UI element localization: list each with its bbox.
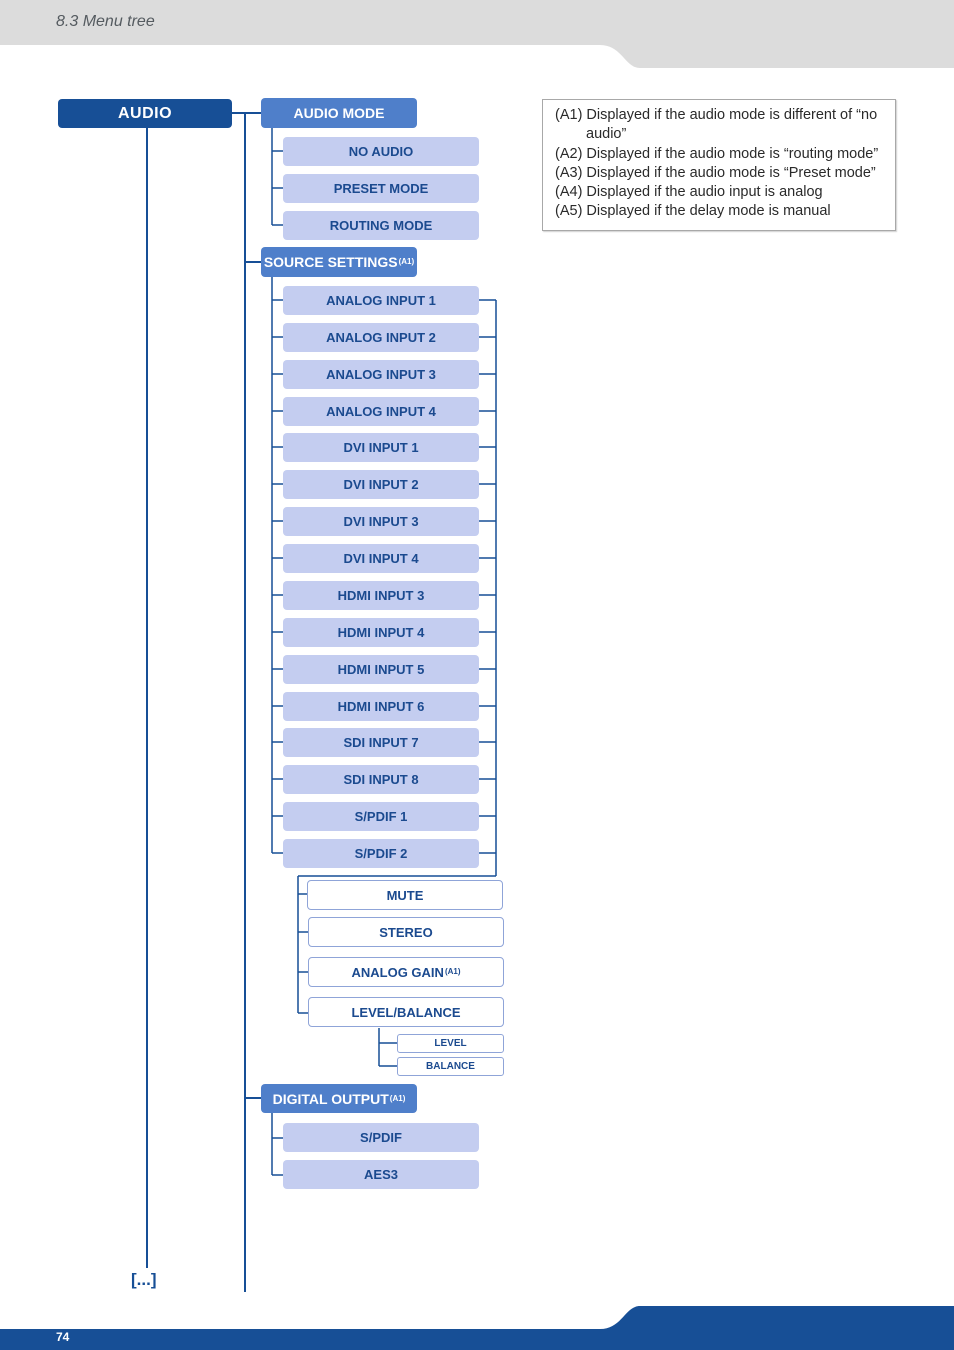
no-audio-item (283, 137, 479, 166)
input-label: HDMI INPUT 6 (337, 699, 425, 714)
input-label: DVI INPUT 4 (343, 551, 419, 566)
input-item (283, 802, 479, 831)
stereo-item (308, 917, 504, 947)
input-item (283, 507, 479, 536)
input-item (283, 286, 479, 315)
notes-legend (542, 99, 896, 231)
routing-mode-item (283, 211, 479, 240)
source-settings-label: SOURCE SETTINGS (263, 254, 398, 270)
input-item (283, 360, 479, 389)
input-label: ANALOG INPUT 1 (326, 293, 436, 308)
input-label: S/PDIF 1 (354, 809, 408, 824)
input-label: ANALOG INPUT 2 (326, 330, 436, 345)
audio-menu-root (58, 99, 232, 128)
audio-mode-label: AUDIO MODE (293, 105, 385, 121)
input-label: SDI INPUT 7 (343, 735, 419, 750)
input-item (283, 618, 479, 647)
spdif-output-label: S/PDIF (360, 1130, 402, 1145)
input-item (283, 470, 479, 499)
spdif-output-item (283, 1123, 479, 1152)
input-label: ANALOG INPUT 3 (326, 367, 436, 382)
note-line: (A3) Displayed if the audio mode is “Preset mode” (555, 164, 876, 181)
mute-item (307, 880, 503, 910)
audio-menu-root-label: AUDIO (117, 104, 173, 122)
level-label: LEVEL (434, 1038, 467, 1049)
input-label: HDMI INPUT 3 (337, 588, 425, 603)
aes3-output-item (283, 1160, 479, 1189)
input-item (283, 323, 479, 352)
aes3-output-label: AES3 (364, 1167, 398, 1182)
note-line: (A2) Displayed if the audio mode is “routing mode” (555, 145, 879, 162)
input-item (283, 839, 479, 868)
note-line: (A4) Displayed if the audio input is analog (555, 184, 823, 201)
analog-gain-label: ANALOG GAIN (351, 964, 444, 980)
input-item (283, 728, 479, 757)
preset-mode-item (283, 174, 479, 203)
balance-label: BALANCE (426, 1061, 475, 1072)
page-number: 74 (56, 1330, 70, 1344)
analog-gain-item: ANALOG GAIN (A1) (308, 957, 504, 987)
section-title: 8.3 Menu tree (56, 13, 155, 30)
input-label: DVI INPUT 2 (343, 477, 419, 492)
input-item (283, 397, 479, 426)
routing-mode-label: ROUTING MODE (329, 218, 433, 233)
input-item (283, 544, 479, 573)
preset-mode-label: PRESET MODE (333, 181, 429, 196)
audio-mode-menu (261, 98, 417, 128)
input-label: S/PDIF 2 (354, 846, 408, 861)
input-item (283, 655, 479, 684)
input-label: SDI INPUT 8 (343, 772, 419, 787)
continuation-marker: [...] (131, 1270, 157, 1289)
balance-item (397, 1057, 504, 1076)
level-balance-label: LEVEL/BALANCE (351, 1004, 461, 1020)
input-item (283, 765, 479, 794)
input-item (283, 692, 479, 721)
input-item (283, 433, 479, 462)
digital-output-label: DIGITAL OUTPUT (272, 1090, 389, 1107)
note-line: (A1) Displayed if the audio mode is different of “no audio” (555, 107, 878, 143)
input-label: ANALOG INPUT 4 (326, 404, 436, 419)
note-line: (A5) Displayed if the delay mode is manual (555, 203, 831, 220)
source-settings-menu: SOURCE SETTINGS (A1) (261, 247, 417, 277)
level-balance-item (308, 997, 504, 1027)
input-label: HDMI INPUT 5 (337, 662, 425, 677)
input-item (283, 581, 479, 610)
mute-label: MUTE (386, 887, 424, 903)
no-audio-label: NO AUDIO (348, 144, 414, 159)
input-label: DVI INPUT 3 (343, 514, 419, 529)
input-label: HDMI INPUT 4 (337, 625, 425, 640)
level-item (397, 1034, 504, 1053)
stereo-label: STEREO (379, 924, 433, 940)
input-label: DVI INPUT 1 (343, 440, 419, 455)
digital-output-menu: DIGITAL OUTPUT (A1) (261, 1084, 417, 1113)
